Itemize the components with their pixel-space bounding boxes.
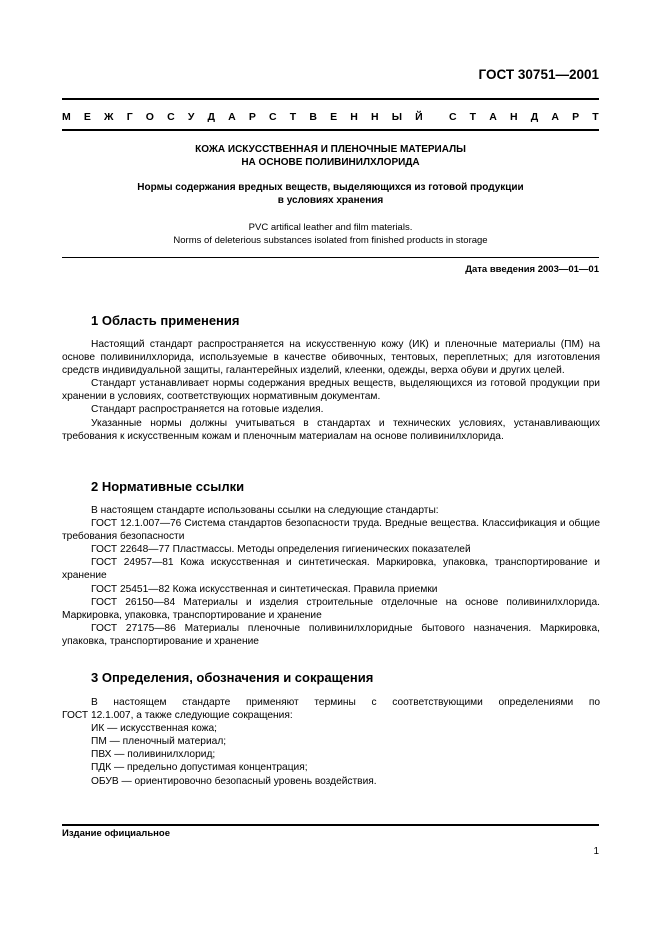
- banner-letter: Е: [83, 111, 91, 123]
- effective-date: Дата введения 2003—01—01: [465, 264, 599, 275]
- banner-letter: Р: [248, 111, 256, 123]
- interstate-standard-banner: [62, 111, 599, 123]
- section-heading: 2 Нормативные ссылки: [91, 479, 245, 494]
- subtitle-line: Нормы содержания вредных веществ, выделяющихся из готовой продукции: [137, 182, 524, 193]
- section-heading: 3 Определения, обозначения и сокращения: [91, 670, 374, 685]
- banner-letter: О: [145, 111, 154, 123]
- banner-letter: А: [551, 111, 559, 123]
- paragraph: В настоящем стандарте применяют термины с соответствующими определениями по: [91, 697, 600, 708]
- section-2-body: [62, 504, 600, 648]
- english-title-line: PVC artifical leather and film materials.: [248, 222, 413, 233]
- english-title: [62, 222, 599, 247]
- header-rule-top: [62, 98, 599, 100]
- reference-item: ГОСТ 12.1.007—76 Система стандартов безопасности труда. Вредные вещества. Классификация и общие требования безопасности: [62, 518, 600, 543]
- abbreviation-item: ПДК — предельно допустимая концентрация;: [91, 762, 308, 774]
- banner-letter: С: [448, 111, 457, 123]
- document-title: [62, 143, 599, 169]
- banner-letter: Д: [530, 111, 539, 123]
- abbreviation-item: ИК — искусственная кожа;: [91, 723, 217, 735]
- abbreviation-item: ОБУВ — ориентировочно безопасный уровень воздействия.: [91, 775, 377, 787]
- banner-letter: Т: [469, 111, 477, 123]
- edition-label: Издание официальное: [62, 828, 170, 839]
- standard-code: ГОСТ 30751—2001: [478, 67, 599, 82]
- banner-letter: Н: [509, 111, 518, 123]
- english-title-line: Norms of deleterious substances isolated from finished products in storage: [173, 234, 488, 246]
- banner-letter: А: [228, 111, 236, 123]
- banner-letter: Ы: [391, 111, 402, 123]
- banner-letter: Н: [350, 111, 358, 123]
- banner-letter: Д: [207, 111, 215, 123]
- section-1-body: [62, 338, 600, 443]
- abbreviation-item: ПМ — пленочный материал;: [91, 736, 227, 748]
- banner-letter: Н: [370, 111, 379, 123]
- page-number: 1: [593, 846, 599, 857]
- banner-letter: Т: [592, 111, 599, 123]
- banner-letter: Р: [572, 111, 580, 123]
- banner-letter: У: [187, 111, 195, 123]
- header-rule-bottom: [62, 129, 599, 131]
- banner-letter: С: [167, 111, 175, 123]
- title-line: КОЖА ИСКУССТВЕННАЯ И ПЛЕНОЧНЫЕ МАТЕРИАЛЫ: [195, 144, 466, 155]
- banner-letter: М: [62, 111, 71, 123]
- paragraph: Настоящий стандарт распространяется на искусственную кожу (ИК) и пленочные материалы (ПМ) на основе поливинилхлорида, используемые в качестве обивочных, тентовых, переплетных; для изготовления средств индивидуальной защиты, галантерейных изделий, клеенки, одежды, верха обуви и других целей.: [62, 339, 600, 377]
- subtitle-line: в условиях хранения: [277, 195, 384, 206]
- paragraph: В настоящем стандарте использованы ссылки на следующие стандарты:: [91, 505, 439, 516]
- reference-item: ГОСТ 26150—84 Материалы и изделия строительные отделочные на основе поливинилхлорида. Маркировка, упаковка, транспортирование и хранение: [62, 596, 600, 621]
- title-line: НА ОСНОВЕ ПОЛИВИНИЛХЛОРИДА: [241, 157, 420, 168]
- banner-letter: Г: [126, 111, 133, 123]
- section-heading: 1 Область применения: [91, 313, 240, 328]
- reference-item: ГОСТ 24957—81 Кожа искусственная и синтетическая. Маркировка, упаковка, транспортирование и хранение: [62, 557, 600, 582]
- section-3-body: [62, 696, 600, 788]
- footer-rule: [62, 824, 599, 826]
- intro-wrap: [62, 696, 600, 709]
- title-rule: [62, 257, 599, 258]
- reference-item: ГОСТ 25451—82 Кожа искусственная и синтетическая. Правила приемки: [91, 583, 438, 595]
- abbreviation-item: ПВХ — поливинилхлорид;: [91, 749, 216, 761]
- paragraph: ГОСТ 12.1.007, а также следующие сокращения:: [62, 710, 293, 722]
- reference-item: ГОСТ 22648—77 Пластмассы. Методы определения гигиенических показателей: [91, 544, 471, 556]
- banner-letter: Й: [415, 111, 423, 123]
- banner-letter: С: [269, 111, 277, 123]
- document-subtitle: [62, 181, 599, 207]
- banner-letter: Т: [289, 111, 297, 123]
- paragraph: Указанные нормы должны учитываться в стандартах и технических условиях, устанавливающих требования к искусственным кожам и пленочным материалам на основе поливинилхлорида.: [62, 417, 600, 442]
- banner-letter: Е: [330, 111, 338, 123]
- banner-letter: Ж: [104, 111, 114, 123]
- paragraph: Стандарт устанавливает нормы содержания вредных веществ, выделяющихся из готовой продукции при хранении в условиях, соответствующих нормативным документам.: [62, 378, 600, 403]
- banner-letter: В: [309, 111, 317, 123]
- reference-item: ГОСТ 27175—86 Материалы пленочные поливинилхлоридные бытового назначения. Маркировка, упаковка, транспортирование и хранение: [62, 622, 600, 647]
- banner-letter: А: [489, 111, 497, 123]
- paragraph: Стандарт распространяется на готовые изделия.: [91, 404, 324, 416]
